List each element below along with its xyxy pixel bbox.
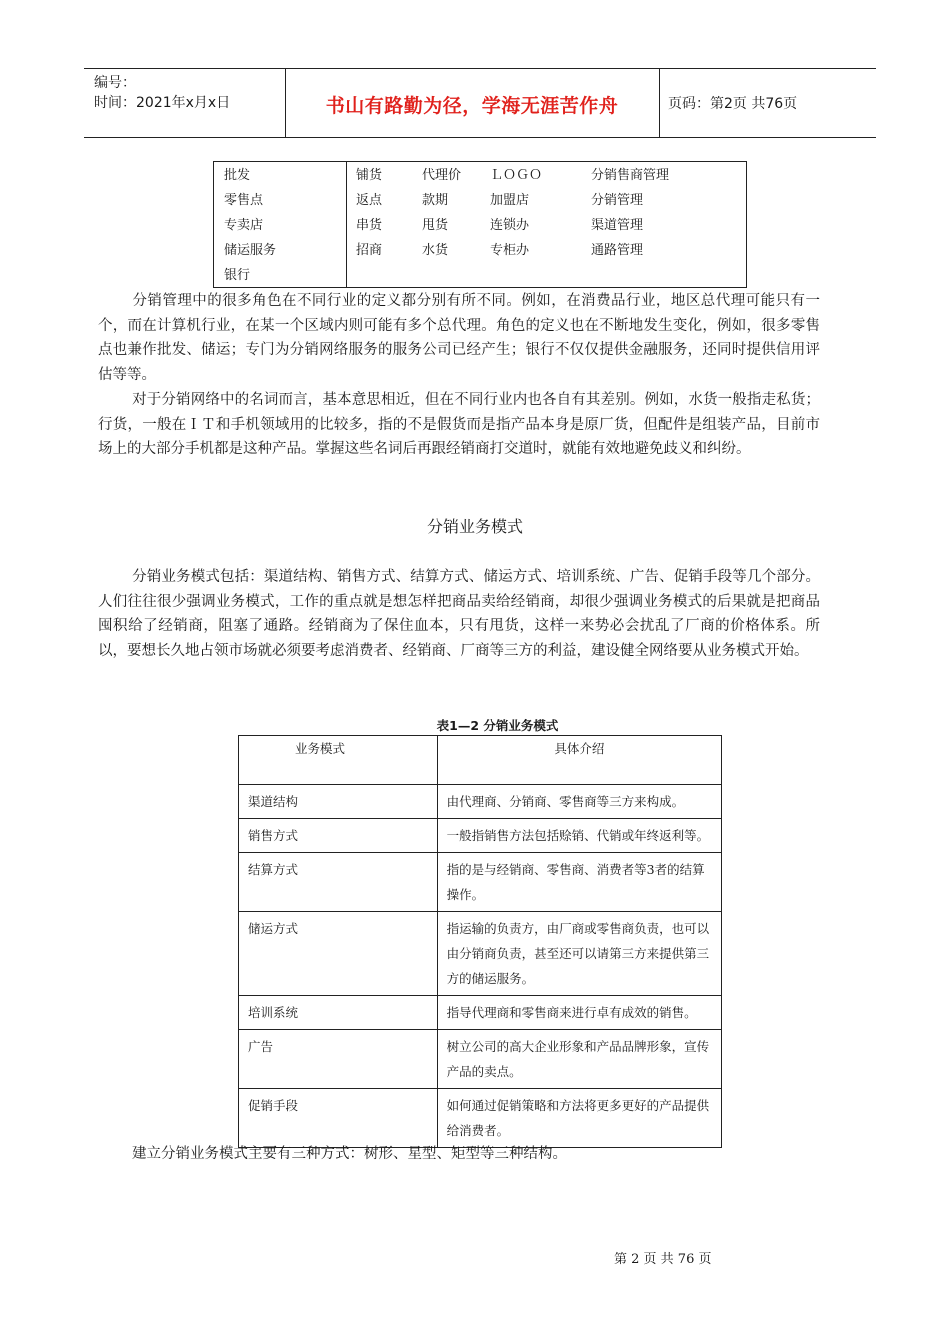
glossary-term: 水货 <box>422 243 449 258</box>
glossary-term: 银行 <box>224 268 251 283</box>
table-caption: 表1—2 分销业务模式 <box>436 718 559 733</box>
table-row <box>239 1089 722 1148</box>
header-page-number: 页码：第2页 共76页 <box>668 96 798 112</box>
mode-name-cell: 销售方式 <box>239 819 438 853</box>
body-paragraph <box>98 1142 820 1167</box>
table-row <box>239 785 722 819</box>
mode-name-cell: 储运方式 <box>239 912 438 996</box>
mode-desc-cell: 一般指销售方法包括赊销、代销或年终返利等。 <box>437 819 721 853</box>
mode-desc-cell: 如何通过促销策略和方法将更多更好的产品提供给消费者。 <box>437 1089 721 1148</box>
mode-name-cell: 广告 <box>239 1030 438 1089</box>
mode-name-cell: 培训系统 <box>239 996 438 1030</box>
body-paragraph <box>98 289 820 387</box>
mode-desc-cell: 指导代理商和零售商来进行卓有成效的销售。 <box>437 996 721 1030</box>
glossary-term: 招商 <box>356 243 383 258</box>
number-label: 编号： <box>94 75 136 91</box>
body-paragraph <box>98 388 820 462</box>
glossary-term: 批发 <box>224 168 251 183</box>
header-divider <box>659 69 660 137</box>
glossary-term: 专柜办 <box>490 243 530 258</box>
glossary-table <box>213 161 747 288</box>
glossary-term: ＬＯＧＯ <box>490 168 543 183</box>
table-row <box>239 853 722 912</box>
glossary-term: 分销售商管理 <box>591 168 670 183</box>
table-header-cell: 具体介绍 <box>437 736 721 785</box>
glossary-term: 分销管理 <box>591 193 644 208</box>
page-footer: 第 2 页 共 76 页 <box>614 1252 712 1267</box>
page-header <box>84 68 876 138</box>
mode-name-cell: 渠道结构 <box>239 785 438 819</box>
mode-desc-cell: 指运输的负责方，由厂商或零售商负责，也可以由分销商负责，甚至还可以请第三方来提供第三方的储运服务。 <box>437 912 721 996</box>
table-row <box>239 819 722 853</box>
mode-name-cell: 促销手段 <box>239 1089 438 1148</box>
glossary-term: 通路管理 <box>591 243 644 258</box>
glossary-term: 加盟店 <box>490 193 530 208</box>
glossary-term: 铺货 <box>356 168 383 183</box>
section-heading: 分销业务模式 <box>426 517 523 536</box>
paragraph-text: 分销业务模式包括：渠道结构、销售方式、结算方式、储运方式、培训系统、广告、促销手段等几个部分。人们往往很少强调业务模式，工作的重点就是想怎样把商品卖给经销商，却很少强调业务模式的后果就是把商品囤积给了经销商，阻塞了通路。经销商为了保住血本，只有甩货，这样一来势必会扰乱了厂商的价格体系。所以，要想长久地占领市场就必须要考虑消费者、经销商、厂商等三方的利益，建设健全网络要从业务模式开始。 <box>98 569 820 659</box>
glossary-term: 代理价 <box>422 168 462 183</box>
body-paragraph <box>98 565 820 663</box>
mode-desc-cell: 指的是与经销商、零售商、消费者等3者的结算操作。 <box>437 853 721 912</box>
glossary-divider <box>346 162 347 287</box>
glossary-term: 渠道管理 <box>591 218 644 233</box>
table-row <box>239 912 722 996</box>
mode-desc-cell: 由代理商、分销商、零售商等三方来构成。 <box>437 785 721 819</box>
glossary-term: 专卖店 <box>224 218 264 233</box>
table-row <box>239 996 722 1030</box>
table-row <box>239 1030 722 1089</box>
glossary-term: 返点 <box>356 193 383 208</box>
paragraph-text: 分销管理中的很多角色在不同行业的定义都分别有所不同。例如，在消费品行业，地区总代理可能只有一个，而在计算机行业，在某一个区域内则可能有多个总代理。角色的定义也在不断地发生变化，例如，很多零售点也兼作批发、储运；专门为分销网络服务的服务公司已经产生；银行不仅仅提供金融服务，还同时提供信用评估等等。 <box>98 293 820 383</box>
paragraph-text: 对于分销网络中的名词而言，基本意思相近，但在不同行业内也各自有其差别。例如，水货一般指走私货；行货，一般在ＩＴ和手机领域用的比较多，指的不是假货而是指产品本身是原厂货，但配件是组装产品，目前市场上的大部分手机都是这种产品。掌握这些名词后再跟经销商打交道时，就能有效地避免歧义和纠纷。 <box>98 392 820 458</box>
glossary-term: 储运服务 <box>224 243 277 258</box>
header-motto: 书山有路勤为径，学海无涯苦作舟 <box>325 95 619 117</box>
glossary-term: 串货 <box>356 218 383 233</box>
table-header-cell: 业务模式 <box>239 736 438 785</box>
mode-table <box>238 735 722 1148</box>
time-label: 时间：2021年x月x日 <box>94 95 231 111</box>
table-header-row <box>239 736 722 785</box>
glossary-term: 零售点 <box>224 193 264 208</box>
glossary-term: 连锁办 <box>490 218 530 233</box>
glossary-term: 款期 <box>422 193 449 208</box>
mode-desc-cell: 树立公司的高大企业形象和产品品牌形象，宣传产品的卖点。 <box>437 1030 721 1089</box>
glossary-term: 甩货 <box>422 218 449 233</box>
paragraph-text: 建立分销业务模式主要有三种方式：树形、星型、矩型等三种结构。 <box>132 1146 567 1162</box>
header-meta <box>94 73 230 113</box>
mode-name-cell: 结算方式 <box>239 853 438 912</box>
